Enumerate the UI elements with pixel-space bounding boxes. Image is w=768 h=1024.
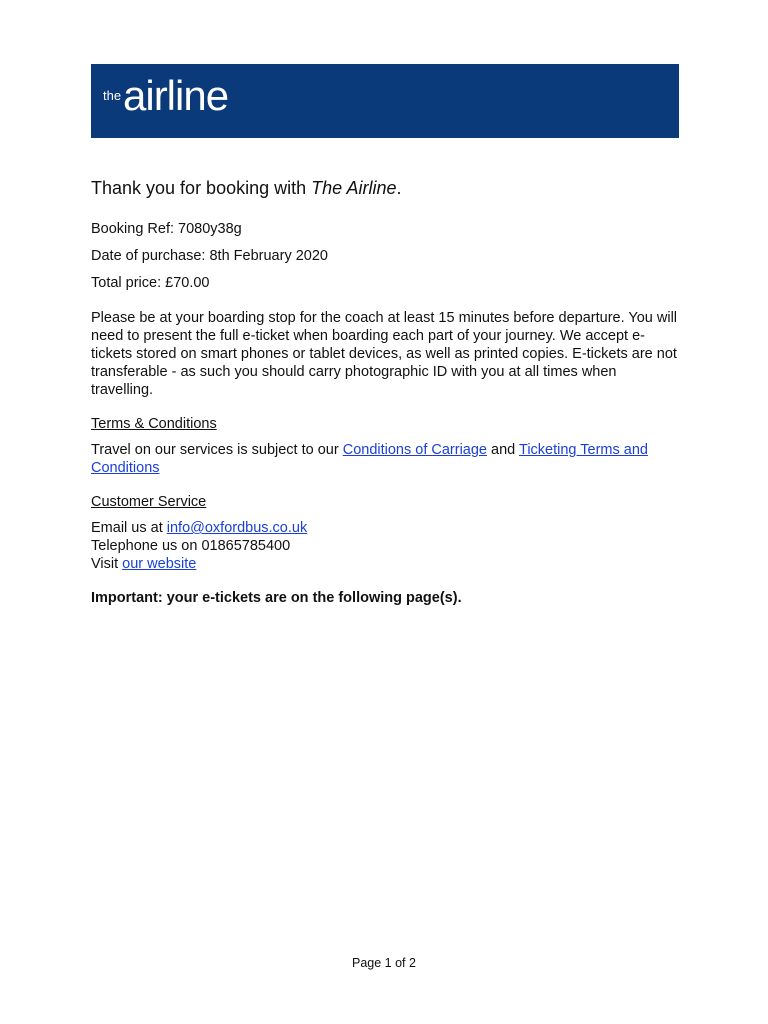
thanks-suffix: . bbox=[396, 178, 402, 198]
thanks-prefix: Thank you for booking with bbox=[91, 178, 312, 198]
telephone-line: Telephone us on 01865785400 bbox=[91, 538, 291, 554]
customer-service-details bbox=[91, 519, 681, 573]
thank-you-heading bbox=[91, 176, 681, 200]
page-number: Page 1 of 2 bbox=[352, 956, 416, 970]
terms-text bbox=[91, 441, 681, 477]
email-link[interactable]: info@oxfordbus.co.uk bbox=[166, 520, 308, 536]
email-prefix: Email us at bbox=[91, 520, 167, 536]
total-price: Total price: £70.00 bbox=[91, 275, 210, 291]
website-line bbox=[91, 555, 681, 573]
boarding-notice: Please be at your boarding stop for the coach at least 15 minutes before departure. You will need to present the full e-ticket when boarding each part of your journey. We accept e-tickets stored on smart phones or tablet devices, as well as printed copies. E-tickets are not transferable - as such you should carry photographic ID with you at all times when travelling. bbox=[91, 310, 678, 398]
important-notice: Important: your e-tickets are on the following page(s). bbox=[91, 590, 462, 606]
conditions-of-carriage-link[interactable]: Conditions of Carriage bbox=[342, 442, 487, 458]
terms-middle: and bbox=[487, 442, 519, 458]
email-line bbox=[91, 519, 681, 537]
visit-prefix: Visit bbox=[91, 556, 123, 572]
website-link[interactable]: our website bbox=[122, 556, 197, 572]
terms-heading: Terms & Conditions bbox=[91, 416, 217, 432]
terms-prefix: Travel on our services is subject to our bbox=[91, 442, 343, 458]
company-name: The Airline bbox=[311, 178, 397, 198]
customer-service-heading: Customer Service bbox=[91, 494, 207, 510]
logo-name: airline bbox=[123, 72, 229, 119]
booking-ref: Booking Ref: 7080y38g bbox=[91, 221, 242, 237]
ticketing-terms-link[interactable]: Ticketing Terms and Conditions bbox=[91, 442, 648, 476]
logo-prefix: the bbox=[103, 88, 122, 103]
airline-banner bbox=[91, 64, 679, 138]
purchase-date: Date of purchase: 8th February 2020 bbox=[91, 248, 328, 264]
confirmation-content bbox=[91, 176, 681, 622]
